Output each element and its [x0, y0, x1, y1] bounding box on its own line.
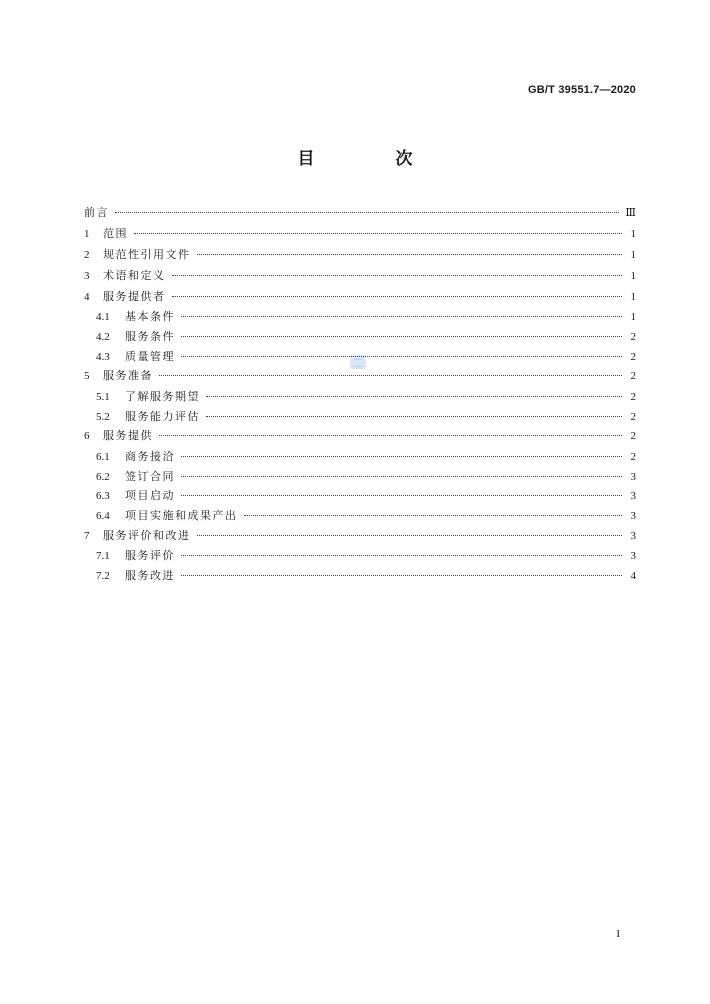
toc-entry-number: 5.1 — [96, 391, 110, 404]
toc-leader-dots — [159, 375, 622, 376]
toc-entry-title: 术语和定义 — [103, 268, 166, 282]
toc-leader-dots — [181, 316, 622, 317]
standard-code: GB/T 39551.7—2020 — [528, 84, 636, 96]
toc-entry-title: 服务评价和改进 — [103, 528, 191, 542]
toc-entry[interactable] — [84, 224, 636, 245]
toc-entry-page: 1 — [630, 248, 636, 261]
toc-entry[interactable] — [84, 266, 636, 287]
toc-entry-title: 服务提供 — [103, 429, 153, 443]
toc-entry-page: 2 — [630, 410, 636, 423]
toc-entry-page: 1 — [630, 311, 636, 324]
toc-leader-dots — [206, 396, 622, 397]
toc-entry[interactable] — [84, 307, 636, 327]
toc-leader-dots — [159, 435, 622, 436]
toc-entry-number: 6.4 — [96, 509, 110, 522]
toc-entry-page: 2 — [630, 350, 636, 363]
toc-entry[interactable] — [84, 426, 636, 447]
toc-entry-number: 3 — [84, 269, 90, 282]
toc-entry-number: 6 — [84, 430, 90, 443]
toc-leader-dots — [181, 476, 622, 477]
toc-leader-dots — [197, 535, 623, 536]
toc-entry[interactable] — [84, 546, 636, 566]
toc-entry[interactable] — [84, 486, 636, 506]
toc-entry-title: 签订合同 — [125, 469, 175, 483]
toc-entry-title: 范围 — [103, 226, 128, 240]
toc-entry[interactable] — [84, 407, 636, 427]
toc-entry-page: 2 — [630, 331, 636, 344]
toc-entry[interactable] — [84, 366, 636, 387]
toc-entry-number: 4 — [84, 290, 90, 303]
toc-entry-page: Ⅲ — [625, 207, 636, 219]
toc-entry-page: 2 — [630, 370, 636, 383]
toc-entry-title: 服务提供者 — [103, 289, 166, 303]
toc-leader-dots — [172, 275, 623, 276]
page-number: I — [616, 928, 620, 940]
toc-entry[interactable] — [84, 287, 636, 308]
toc-entry-page: 2 — [630, 451, 636, 464]
toc-entry-number: 4.3 — [96, 350, 110, 363]
toc-entry-title: 基本条件 — [125, 310, 175, 324]
toc-entry-page: 2 — [630, 430, 636, 443]
toc-title: 目 次 — [297, 149, 445, 169]
toc-entry[interactable] — [84, 447, 636, 467]
toc-entry[interactable] — [84, 506, 636, 526]
toc-leader-dots — [181, 336, 622, 337]
toc-leader-dots — [172, 296, 623, 297]
toc-entry-number: 6.1 — [96, 451, 110, 464]
toc-entry[interactable] — [84, 467, 636, 487]
toc-leader-dots — [206, 416, 622, 417]
toc-leader-dots — [181, 495, 622, 496]
toc-entry-title: 规范性引用文件 — [103, 247, 191, 261]
toc-entry-title: 服务准备 — [103, 369, 153, 383]
toc-entry-title: 服务能力评估 — [125, 409, 200, 423]
toc-leader-dots — [181, 456, 622, 457]
toc-entry-number: 7.1 — [96, 550, 110, 563]
toc-leader-dots — [134, 233, 622, 234]
toc-entry-page: 3 — [630, 470, 636, 483]
toc-entry-number: 1 — [84, 227, 90, 240]
toc-entry-number: 4.1 — [96, 311, 110, 324]
toc-entry-title: 项目启动 — [125, 489, 175, 503]
toc-entry-number: 2 — [84, 248, 90, 261]
toc-entry-page: 2 — [630, 391, 636, 404]
toc-entry-page: 3 — [630, 509, 636, 522]
toc-entry-title: 项目实施和成果产出 — [125, 508, 238, 522]
toc-entry-title: 服务条件 — [125, 330, 175, 344]
toc-entry-title: 商务接洽 — [125, 450, 175, 464]
toc-entry[interactable] — [84, 203, 636, 224]
toc-entry-page: 3 — [630, 529, 636, 542]
toc-entry-page: 1 — [630, 290, 636, 303]
toc-leader-dots — [197, 254, 623, 255]
toc-leader-dots — [181, 356, 622, 357]
toc-entry-title: 服务改进 — [125, 569, 175, 583]
toc-entry-page: 3 — [630, 550, 636, 563]
toc-entry-number: 5.2 — [96, 410, 110, 423]
toc-entry[interactable] — [84, 526, 636, 547]
toc-entry[interactable] — [84, 347, 636, 367]
toc-entry-title: 服务评价 — [125, 549, 175, 563]
toc-entry-number: 7.2 — [96, 570, 110, 583]
toc-entry[interactable] — [84, 327, 636, 347]
toc-entry-number: 4.2 — [96, 331, 110, 344]
toc-entry-page: 3 — [630, 490, 636, 503]
toc-entry-title: 了解服务期望 — [125, 390, 200, 404]
toc-entry-number: 7 — [84, 529, 90, 542]
toc-entry[interactable] — [84, 245, 636, 266]
toc-entry-number: 6.3 — [96, 490, 110, 503]
toc-entry-title: 前言 — [84, 206, 109, 219]
toc-entry-page: 1 — [630, 269, 636, 282]
table-of-contents — [84, 203, 636, 586]
toc-entry-number: 5 — [84, 370, 90, 383]
toc-leader-dots — [181, 575, 622, 576]
toc-entry-page: 1 — [630, 227, 636, 240]
toc-entry-title: 质量管理 — [125, 349, 175, 363]
toc-entry-page: 4 — [630, 570, 636, 583]
toc-entry-number: 6.2 — [96, 470, 110, 483]
toc-leader-dots — [115, 212, 619, 213]
toc-entry[interactable] — [84, 566, 636, 586]
toc-leader-dots — [244, 515, 623, 516]
toc-leader-dots — [181, 555, 622, 556]
toc-entry[interactable] — [84, 387, 636, 407]
